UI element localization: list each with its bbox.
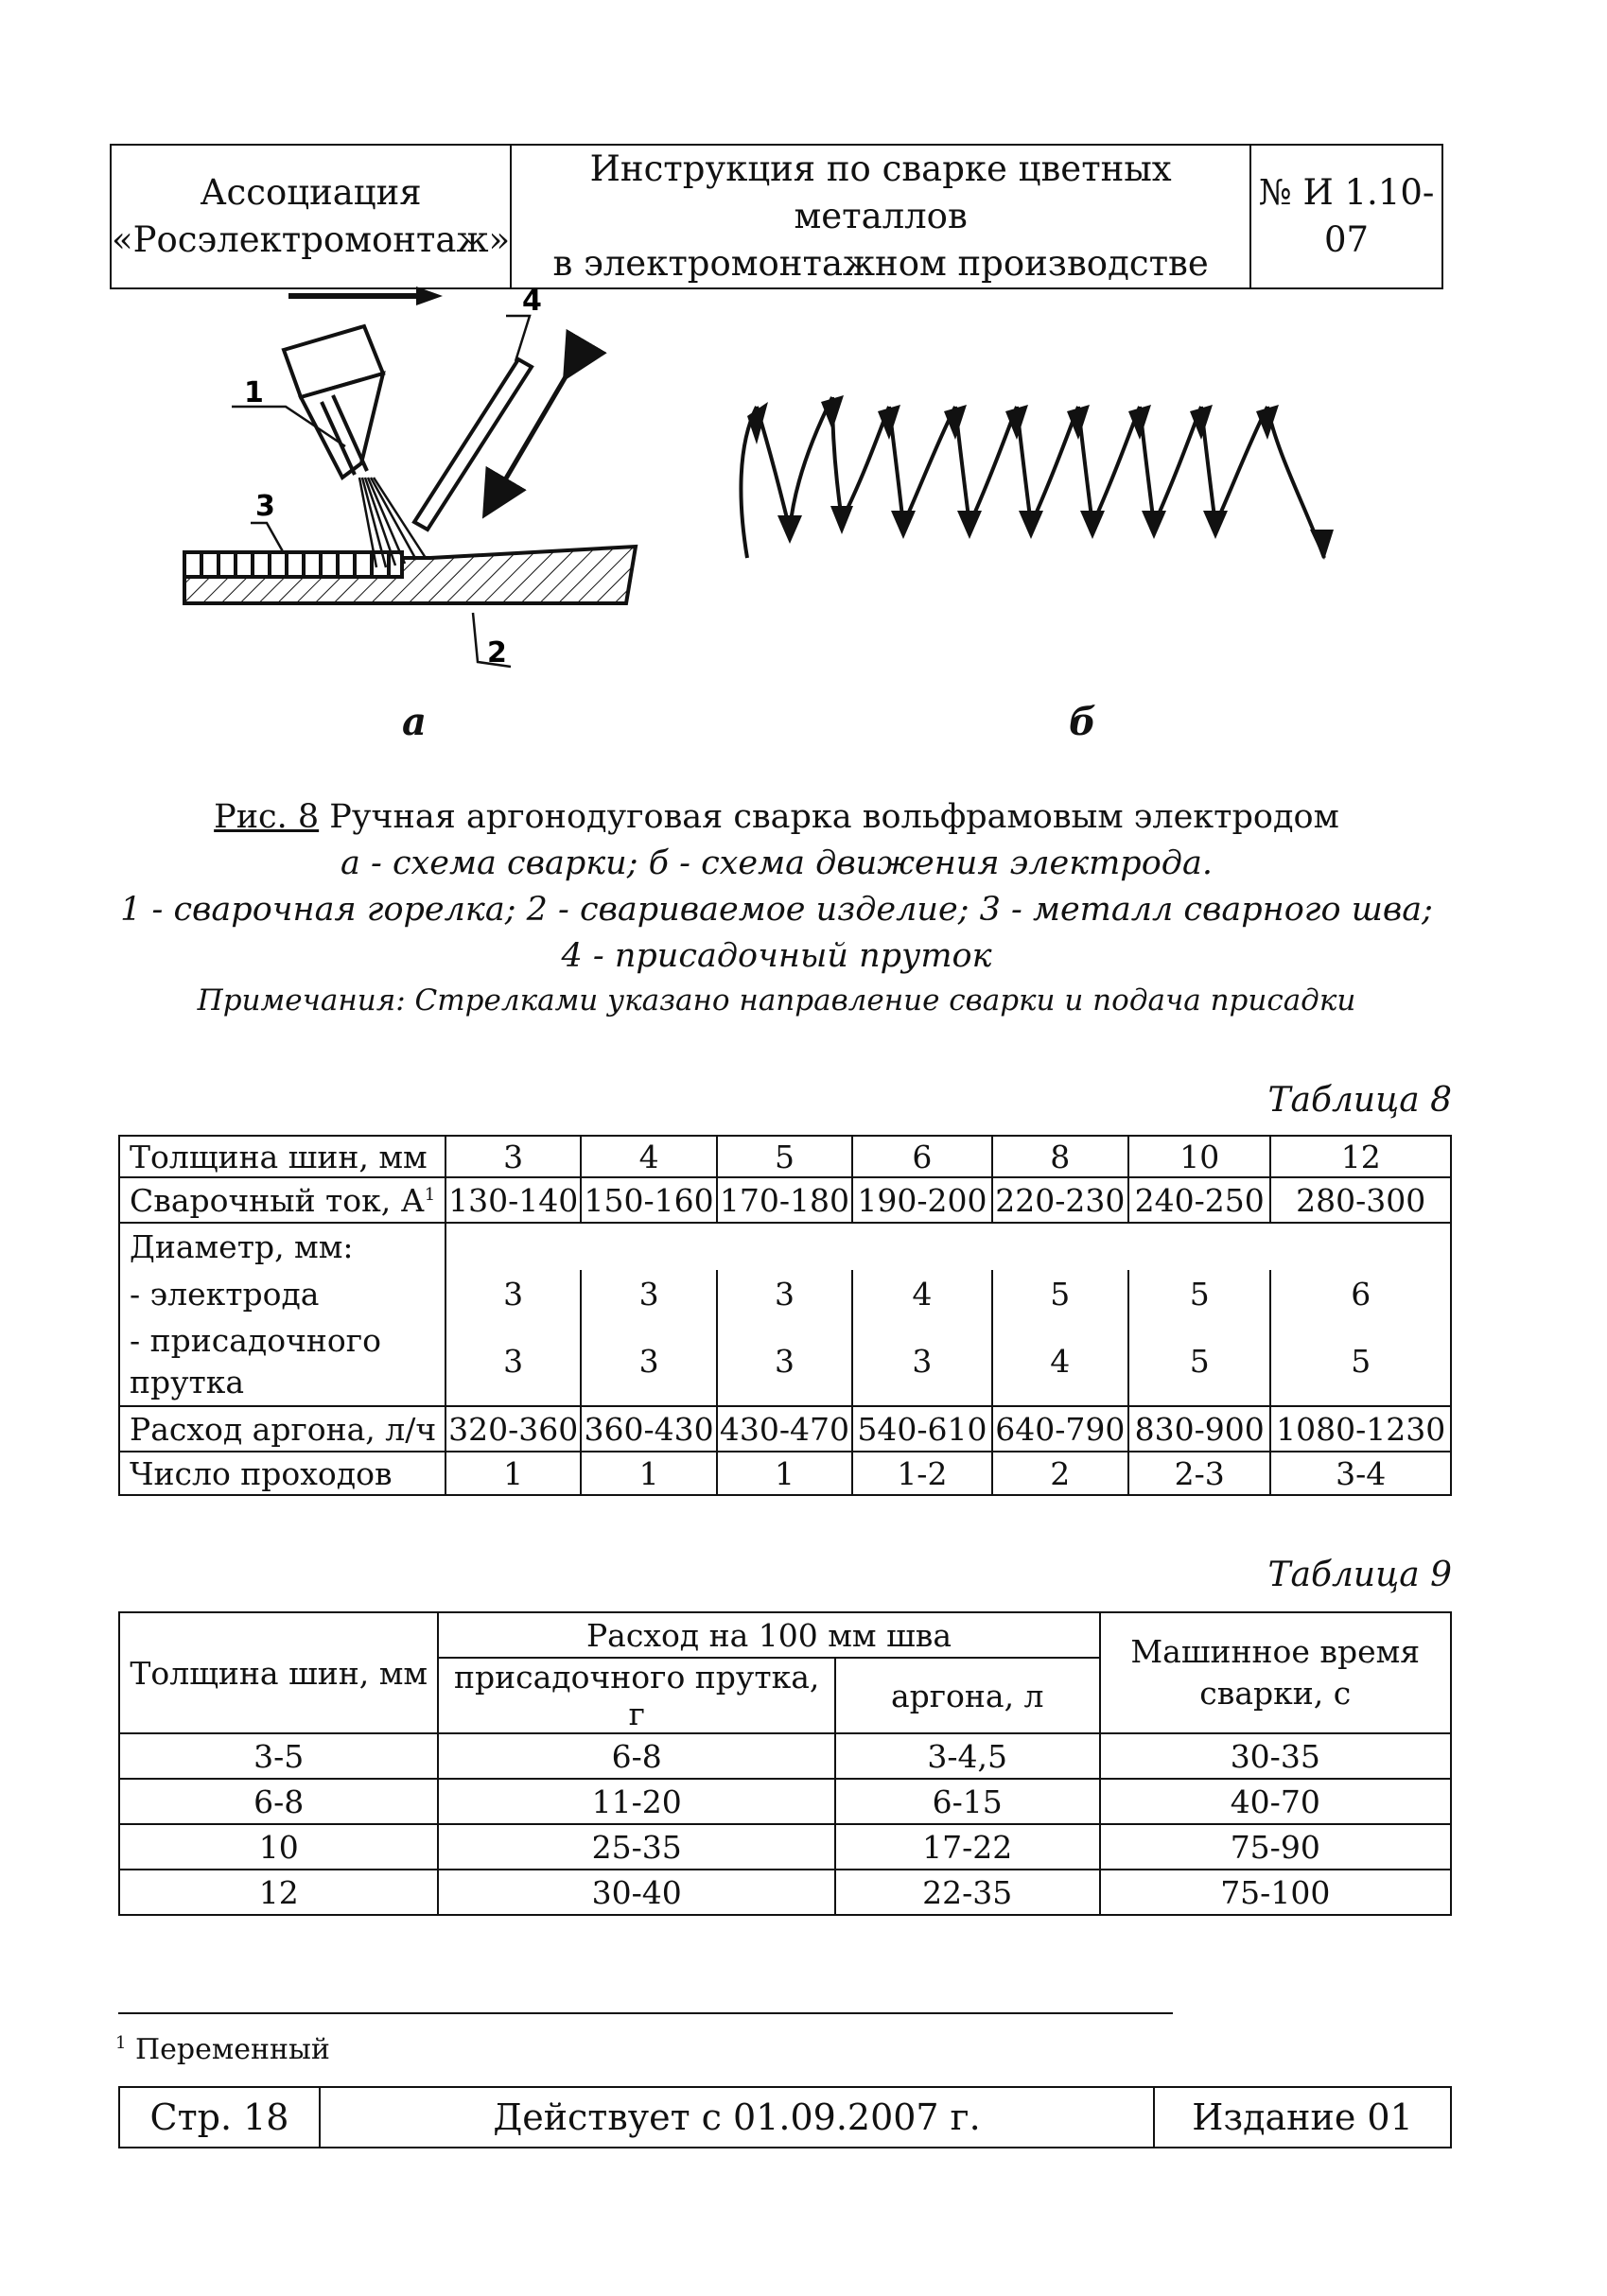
table-header-row (119, 1612, 1451, 1658)
cell: 830-900 (1128, 1406, 1270, 1452)
table-9-caption: Таблица 9 (1267, 1556, 1452, 1594)
table-row (119, 1779, 1451, 1824)
cell: 540-610 (852, 1406, 991, 1452)
table-row (119, 1177, 1451, 1223)
effective-date: Действует с 01.09.2007 г. (320, 2087, 1154, 2148)
caption-line-2: а - схема сварки; б - схема движения электрода. (341, 844, 1213, 882)
cell: 320-360 (445, 1406, 581, 1452)
welding-diagram (0, 274, 1607, 766)
row-label: Толщина шин, мм (119, 1136, 445, 1177)
row-label-line-2: прутка (130, 1363, 245, 1400)
cell: 3 (445, 1317, 581, 1406)
caption-title-text: Ручная аргонодуговая сварка вольфрамовым электродом (319, 798, 1339, 836)
caption-line-3: 1 - сварочная горелка; 2 - свариваемое изделие; 3 - металл сварного шва; (120, 891, 1433, 929)
cell: 3-5 (119, 1733, 438, 1779)
cell: 1080-1230 (1270, 1406, 1451, 1452)
cell: 3 (852, 1317, 991, 1406)
cell: 11-20 (438, 1779, 834, 1824)
callout-3: 3 (255, 490, 275, 523)
cell: 10 (1128, 1136, 1270, 1177)
cell: 220-230 (992, 1177, 1128, 1223)
header-rod: присадочного прутка, г (438, 1658, 834, 1733)
footnote (115, 2033, 330, 2066)
row-label (119, 1177, 445, 1223)
cell: 3 (581, 1317, 716, 1406)
cell: 4 (852, 1270, 991, 1317)
header-machine-time-line-2: сварки, с (1199, 1675, 1352, 1712)
cell: 10 (119, 1824, 438, 1870)
cell: 6-8 (438, 1733, 834, 1779)
cell: 75-100 (1100, 1870, 1451, 1915)
row-label-text: Сварочный ток, А (130, 1181, 425, 1219)
cell: 6 (852, 1136, 991, 1177)
empty-cell (445, 1223, 1451, 1270)
cell: 280-300 (1270, 1177, 1451, 1223)
page-number: Стр. 18 (119, 2087, 320, 2148)
document-number: № И 1.10-07 (1250, 145, 1442, 288)
callout-1: 1 (244, 376, 264, 409)
cell: 12 (1270, 1136, 1451, 1177)
weld-bead (184, 552, 402, 577)
row-label: Расход аргона, л/ч (119, 1406, 445, 1452)
figure-label-b: б (1069, 700, 1096, 744)
cell: 22-35 (835, 1870, 1100, 1915)
table-row (119, 1870, 1451, 1915)
header-machine-time (1100, 1612, 1451, 1733)
cell: 3 (445, 1270, 581, 1317)
cell: 2 (992, 1452, 1128, 1495)
row-label: Число проходов (119, 1452, 445, 1495)
table-row (119, 1136, 1451, 1177)
cell: 3 (717, 1270, 852, 1317)
document-title-cell (511, 145, 1250, 288)
footnote-text: Переменный (126, 2033, 330, 2066)
figure-label-a: а (402, 700, 427, 744)
cell: 1 (445, 1452, 581, 1495)
row-label: - электрода (119, 1270, 445, 1317)
cell: 3-4 (1270, 1452, 1451, 1495)
footnote-divider (118, 2012, 1173, 2014)
caption-title (110, 794, 1443, 841)
row-label-line-1: - присадочного (130, 1321, 381, 1359)
cell: 5 (1128, 1317, 1270, 1406)
row-label (119, 1317, 445, 1406)
cell: 40-70 (1100, 1779, 1451, 1824)
caption-line-4: 4 - присадочный пруток (561, 937, 992, 975)
header-consumption: Расход на 100 мм шва (438, 1612, 1099, 1658)
cell: 5 (992, 1270, 1128, 1317)
callout-4: 4 (522, 285, 542, 318)
footnote-marker: 1 (424, 1184, 436, 1205)
figure-caption (110, 794, 1443, 1022)
table-row (119, 1452, 1451, 1495)
organization-line-1: Ассоциация (200, 172, 422, 213)
cell: 3 (581, 1270, 716, 1317)
caption-note: Примечания: Стрелками указано направление сварки и подача присадки (197, 983, 1356, 1018)
cell: 640-790 (992, 1406, 1128, 1452)
table-row (119, 1223, 1451, 1270)
table-9 (118, 1611, 1452, 1916)
edition: Издание 01 (1154, 2087, 1451, 2148)
page-footer (118, 2086, 1452, 2148)
cell: 6 (1270, 1270, 1451, 1317)
cell: 190-200 (852, 1177, 991, 1223)
cell: 30-35 (1100, 1733, 1451, 1779)
cell: 130-140 (445, 1177, 581, 1223)
welding-figure (0, 274, 1607, 766)
cell: 5 (717, 1136, 852, 1177)
cell: 6-15 (835, 1779, 1100, 1824)
cell: 360-430 (581, 1406, 716, 1452)
cell: 150-160 (581, 1177, 716, 1223)
cell: 30-40 (438, 1870, 834, 1915)
table-8-caption: Таблица 8 (1267, 1081, 1452, 1120)
table-row (119, 1733, 1451, 1779)
header-thickness: Толщина шин, мм (119, 1612, 438, 1733)
figure-reference: Рис. 8 (214, 798, 320, 836)
cell: 3 (445, 1136, 581, 1177)
organization-cell (111, 145, 511, 288)
callout-2: 2 (487, 636, 507, 670)
cell: 4 (992, 1317, 1128, 1406)
welding-torch (284, 326, 383, 478)
organization-line-2: «Росэлектромонтаж» (112, 219, 511, 260)
table-row (119, 1270, 1451, 1317)
cell: 17-22 (835, 1824, 1100, 1870)
cell: 3 (717, 1317, 852, 1406)
document-header (110, 144, 1443, 289)
table-row (119, 1317, 1451, 1406)
cell: 1 (581, 1452, 716, 1495)
cell: 12 (119, 1870, 438, 1915)
header-argon: аргона, л (835, 1658, 1100, 1733)
table-row (119, 1824, 1451, 1870)
cell: 3-4,5 (835, 1733, 1100, 1779)
cell: 5 (1270, 1317, 1451, 1406)
cell: 2-3 (1128, 1452, 1270, 1495)
cell: 25-35 (438, 1824, 834, 1870)
cell: 5 (1128, 1270, 1270, 1317)
cell: 6-8 (119, 1779, 438, 1824)
cell: 1-2 (852, 1452, 991, 1495)
cell: 1 (717, 1452, 852, 1495)
cell: 8 (992, 1136, 1128, 1177)
cell: 75-90 (1100, 1824, 1451, 1870)
cell: 4 (581, 1136, 716, 1177)
welding-scheme-a (184, 285, 636, 670)
document-title-line-2: в электромонтажном производстве (552, 243, 1209, 284)
filler-rod (414, 359, 532, 530)
cell: 170-180 (717, 1177, 852, 1223)
table-row (119, 1406, 1451, 1452)
document-title-line-1: Инструкция по сварке цветных металлов (589, 148, 1172, 236)
cell: 240-250 (1128, 1177, 1270, 1223)
table-8 (118, 1135, 1452, 1496)
cell: 430-470 (717, 1406, 852, 1452)
header-machine-time-line-1: Машинное время (1130, 1633, 1421, 1670)
footnote-mark: 1 (115, 2033, 127, 2053)
row-label: Диаметр, мм: (119, 1223, 445, 1270)
